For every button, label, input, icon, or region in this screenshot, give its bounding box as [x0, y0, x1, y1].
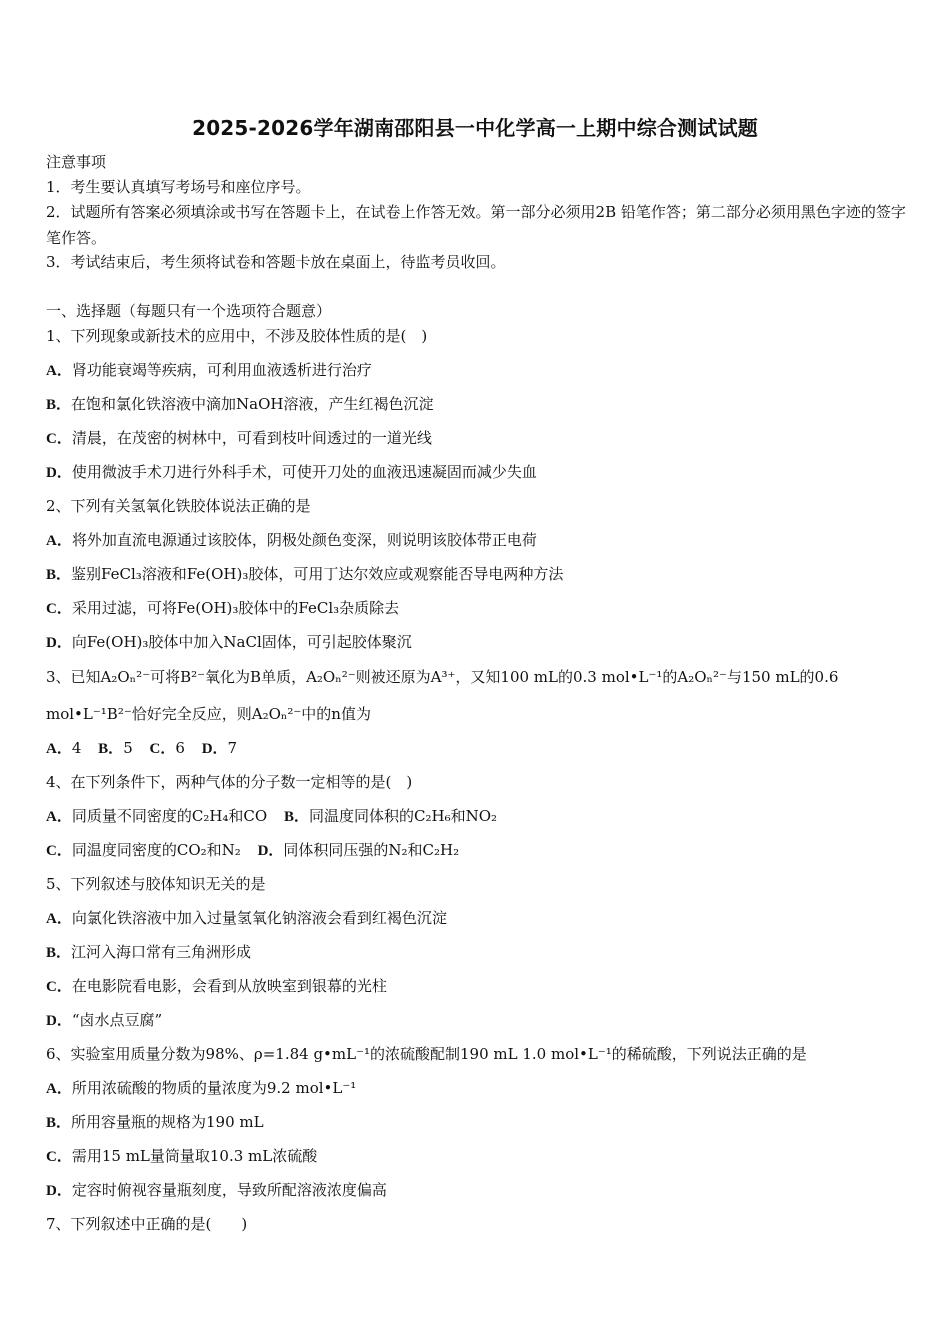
question-3-option-d[interactable]: D．7	[201, 739, 238, 757]
question-2-stem: 2、下列有关氢氧化铁胶体说法正确的是	[46, 497, 311, 515]
question-1-option-a[interactable]: A．肾功能衰竭等疾病，可利用血液透析进行治疗	[46, 361, 372, 379]
question-3-option-b[interactable]: B．5	[98, 739, 133, 757]
page-title: 2025-2026学年湖南邵阳县一中化学高一上期中综合测试试题	[192, 116, 758, 140]
question-7-stem: 7、下列叙述中正确的是( )	[46, 1215, 248, 1233]
question-1-option-d[interactable]: D．使用微波手术刀进行外科手术，可使开刀处的血液迅速凝固而减少失血	[46, 463, 537, 481]
notice-heading: 注意事项	[46, 153, 107, 171]
notice-item-3: 3．考试结束后，考生须将试卷和答题卡放在桌面上，待监考员收回。	[46, 253, 506, 271]
question-5-option-c[interactable]: C．在电影院看电影，会看到从放映室到银幕的光柱	[46, 977, 387, 995]
notice-item-1: 1．考生要认真填写考场号和座位序号。	[46, 178, 311, 196]
question-4-option-a[interactable]: A．同质量不同密度的C₂H₄和CO	[46, 807, 268, 825]
question-4-stem: 4、在下列条件下，两种气体的分子数一定相等的是( )	[46, 773, 413, 791]
question-4-options-cd	[46, 840, 908, 861]
question-2-option-c[interactable]: C．采用过滤，可将Fe(OH)₃胶体中的FeCl₃杂质除去	[46, 599, 400, 617]
question-3-stem-line-2: mol•L⁻¹B²⁻恰好完全反应，则A₂Oₙ²⁻中的n值为	[46, 705, 371, 723]
question-1-option-b[interactable]: B．在饱和氯化铁溶液中滴加NaOH溶液，产生红褐色沉淀	[46, 395, 434, 413]
question-3-option-c[interactable]: C．6	[149, 739, 185, 757]
question-4-option-c[interactable]: C．同温度同密度的CO₂和N₂	[46, 841, 241, 859]
question-4-option-b[interactable]: B．同温度同体积的C₂H₆和NO₂	[284, 807, 498, 825]
question-1-stem: 1、下列现象或新技术的应用中，不涉及胶体性质的是( )	[46, 327, 428, 345]
question-6-option-a[interactable]: A．所用浓硫酸的物质的量浓度为9.2 mol•L⁻¹	[46, 1079, 357, 1097]
question-6-stem: 6、实验室用质量分数为98%、ρ=1.84 g•mL⁻¹的浓硫酸配制190 mL 1.0 mol•L⁻¹的稀硫酸，下列说法正确的是	[46, 1045, 807, 1063]
question-5-stem: 5、下列叙述与胶体知识无关的是	[46, 875, 266, 893]
question-4-option-d[interactable]: D．同体积同压强的N₂和C₂H₂	[257, 841, 460, 859]
question-4-options-ab	[46, 806, 908, 827]
question-5-option-d[interactable]: D．“卤水点豆腐”	[46, 1011, 163, 1029]
question-3-option-a[interactable]: A．4	[46, 739, 82, 757]
question-2-option-a[interactable]: A．将外加直流电源通过该胶体，阴极处颜色变深，则说明该胶体带正电荷	[46, 531, 537, 549]
question-3-stem-line-1: 3、已知A₂Oₙ²⁻可将B²⁻氧化为B单质，A₂Oₙ²⁻则被还原为A³⁺，又知100 mL的0.3 mol•L⁻¹的A₂Oₙ²⁻与150 mL的0.6	[46, 668, 839, 686]
question-3-options	[46, 738, 908, 759]
question-6-option-c[interactable]: C．需用15 mL量筒量取10.3 mL浓硫酸	[46, 1147, 318, 1165]
question-5-option-b[interactable]: B．江河入海口常有三角洲形成	[46, 943, 252, 961]
question-5-option-a[interactable]: A．向氯化铁溶液中加入过量氢氧化钠溶液会看到红褐色沉淀	[46, 909, 447, 927]
notice-item-2: 2．试题所有答案必须填涂或书写在答题卡上，在试卷上作答无效。第一部分必须用2B 铅笔作答；第二部分必须用黑色字迹的签字笔作答。	[46, 203, 906, 247]
question-2-option-d[interactable]: D．向Fe(OH)₃胶体中加入NaCl固体，可引起胶体聚沉	[46, 633, 412, 651]
question-6-option-d[interactable]: D．定容时俯视容量瓶刻度，导致所配溶液浓度偏高	[46, 1181, 387, 1199]
question-1-option-c[interactable]: C．清晨，在茂密的树林中，可看到枝叶间透过的一道光线	[46, 429, 432, 447]
section-heading: 一、选择题（每题只有一个选项符合题意）	[46, 302, 332, 320]
question-6-option-b[interactable]: B．所用容量瓶的规格为190 mL	[46, 1113, 264, 1131]
question-2-option-b[interactable]: B．鉴别FeCl₃溶液和Fe(OH)₃胶体，可用丁达尔效应或观察能否导电两种方法	[46, 565, 564, 583]
